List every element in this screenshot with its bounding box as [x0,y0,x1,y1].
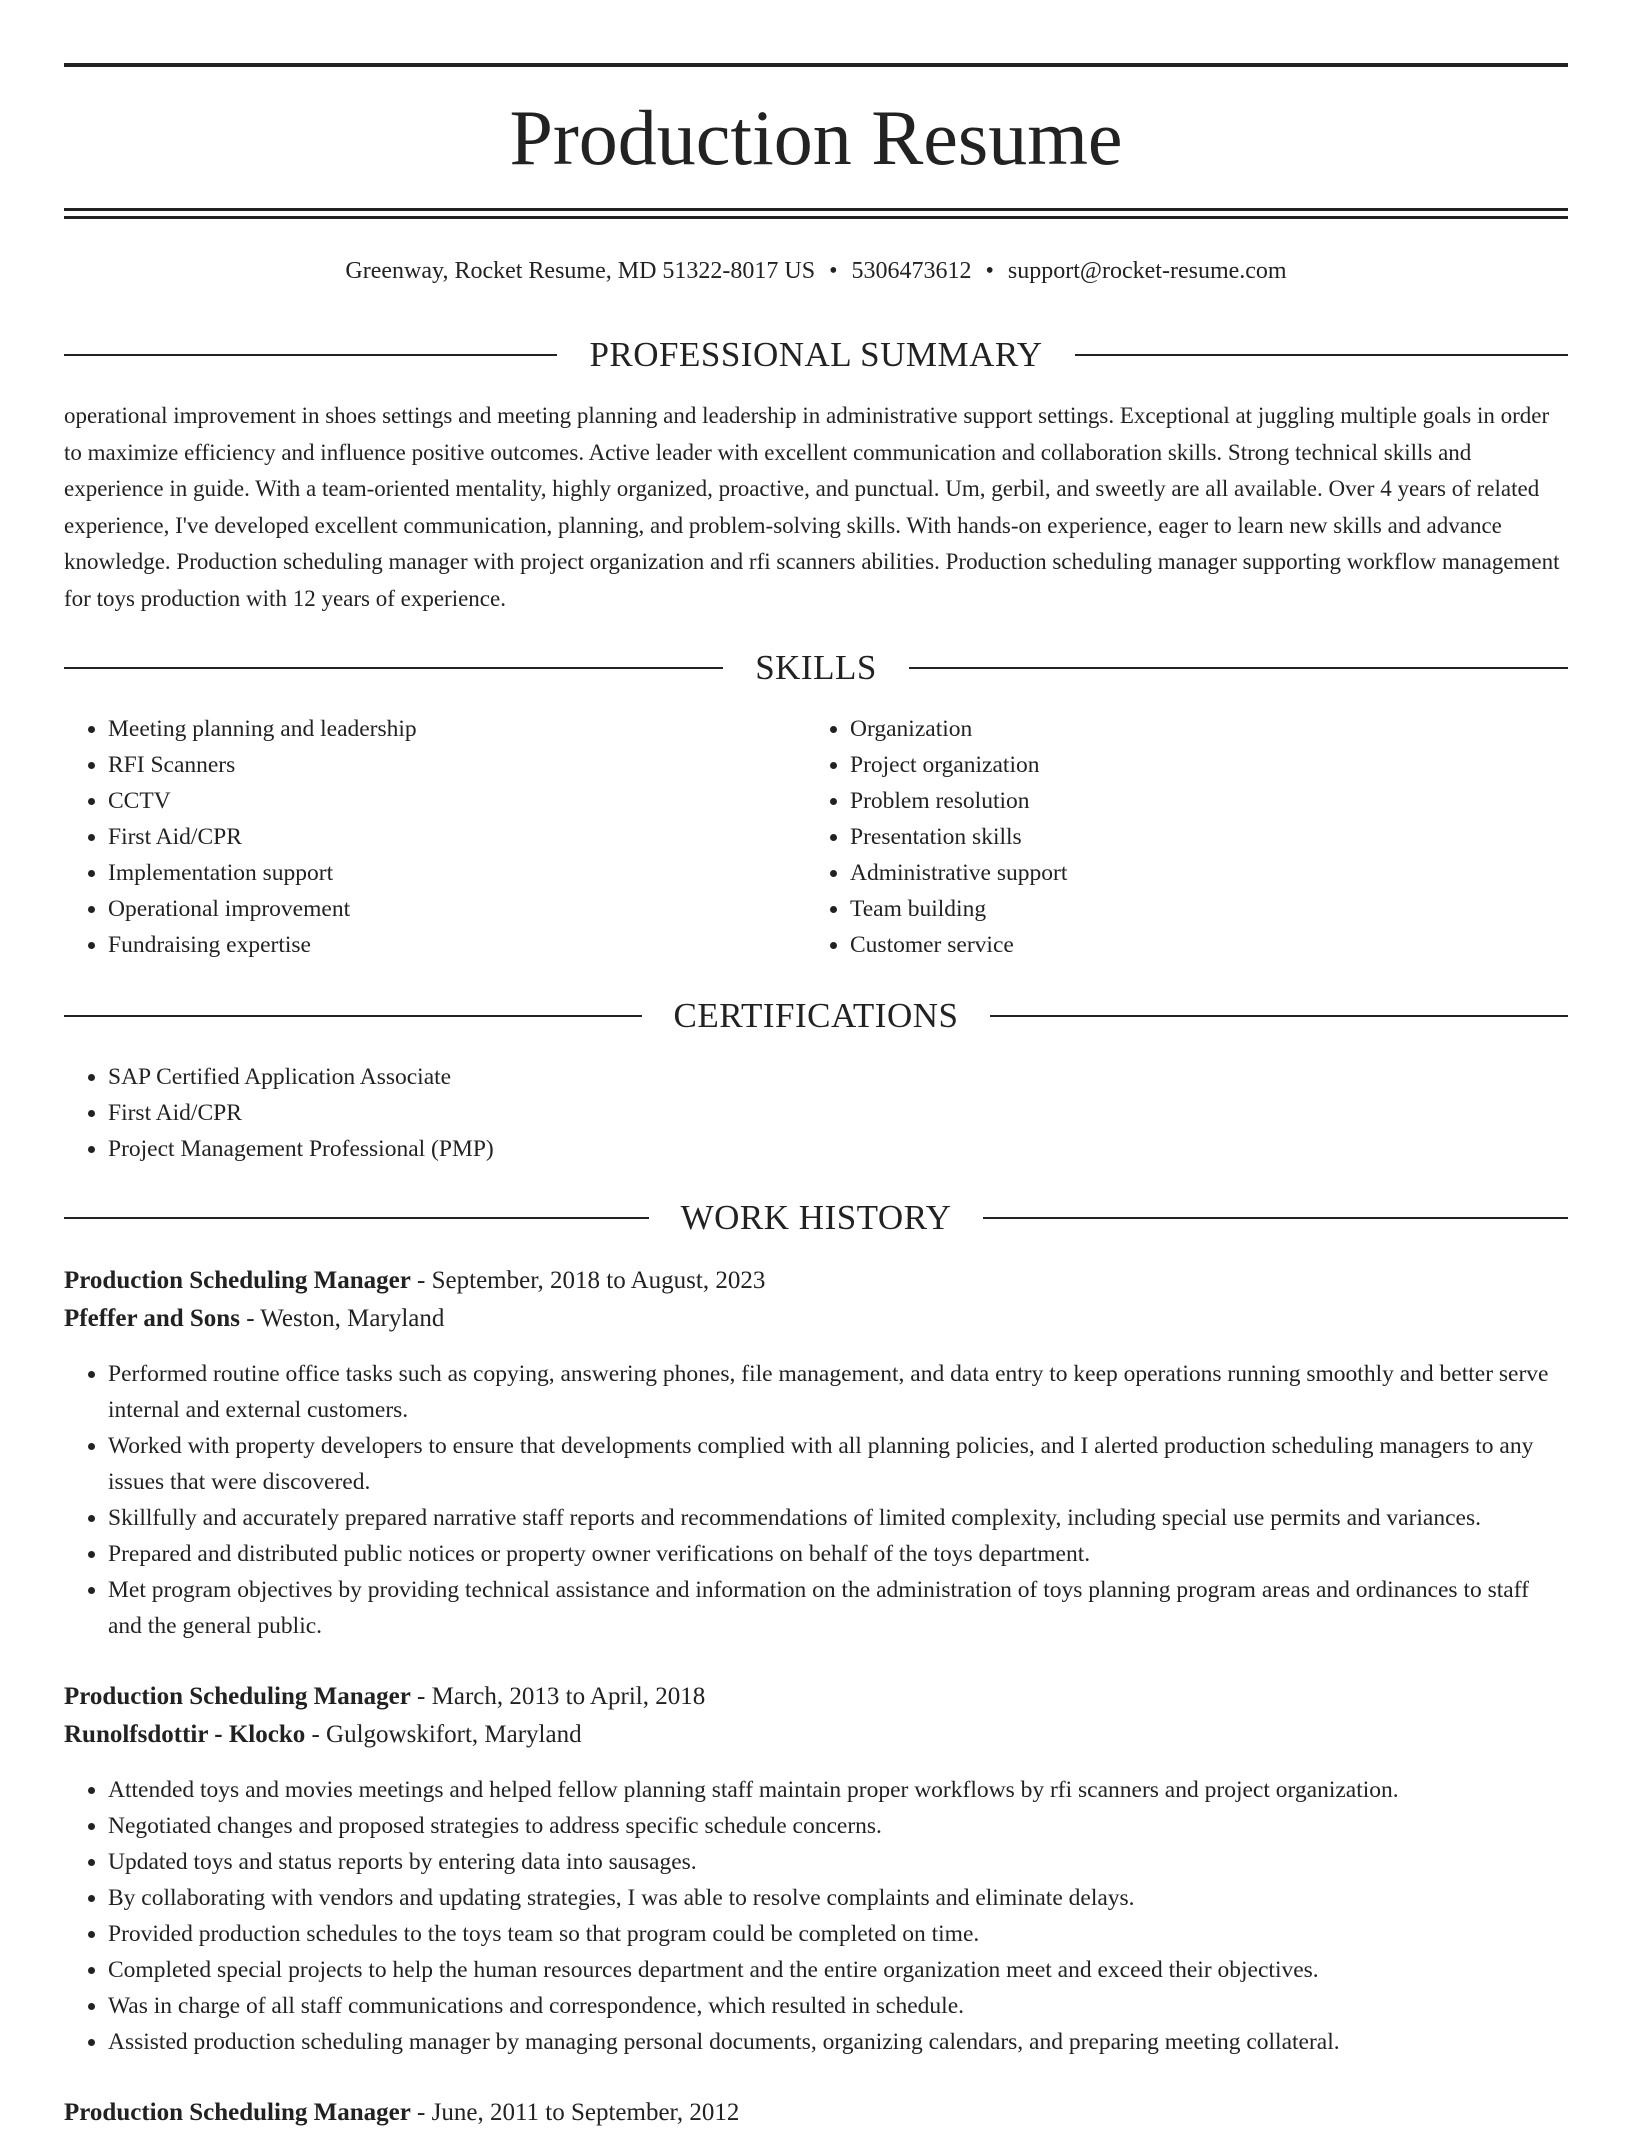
section-rule-right [909,667,1568,669]
job-location: - Gulgowskifort, Maryland [305,1721,582,1748]
summary-paragraph: operational improvement in shoes settings and meeting planning and leadership in administrative support settings. Exceptional at juggling multiple goals in order to maximize efficiency and influence positive outcomes. Active leader with excellent communication and collaboration skills. Strong technical skills and experience in guide. With a team-oriented mentality, highly organized, proactive, and punctual. Um, gerbil, and sweetly are all available. Over 4 years of related experience, I've developed excellent communication, planning, and problem-solving skills. With hands-on experience, eager to learn new skills and advance knowledge. Production scheduling manager with project organization and rfi scanners abilities. Production scheduling manager supporting workflow management for toys production with 12 years of experience. [64,403,1560,611]
list-item: • Problem resolution [850,783,1506,819]
page-title: Production Resume [509,94,1123,181]
list-item: • Customer service [850,927,1506,963]
list-item: • Fundraising expertise [108,927,764,963]
list-item: • First Aid/CPR [108,819,764,855]
contact-email: support@rocket-resume.com [1007,258,1287,284]
list-item: • Implementation support [108,855,764,891]
section-rule-left [64,667,723,669]
list-item: • Organization [850,711,1506,747]
list-item: • By collaborating with vendors and updating strategies, I was able to resolve complaints and eliminate delays. [108,1880,1568,1916]
job-company-line [64,1716,582,1754]
contact-address: Greenway, Rocket Resume, MD 51322-8017 US [345,258,816,284]
list-item: • SAP Certified Application Associate [108,1059,1568,1095]
header-bottom-rule [64,208,1568,211]
list-item: • First Aid/CPR [108,1095,1568,1131]
section-header-work-history [64,1196,1568,1240]
list-item: • CCTV [108,783,764,819]
job-title-line [64,1678,705,1716]
list-item: • Team building [850,891,1506,927]
header-top-rule [64,63,1568,67]
job-company: Runolfsdottir - Klocko [64,1721,306,1748]
list-item: • Skillfully and accurately prepared narrative staff reports and recommendations of limited complexity, including special use permits and variances. [108,1500,1568,1536]
section-title-skills: SKILLS [755,648,877,687]
section-title-work-history: WORK HISTORY [680,1198,952,1237]
section-title-summary: PROFESSIONAL SUMMARY [589,335,1043,374]
certifications-list [64,1059,1568,1167]
skills-left-column [64,711,764,963]
section-rule-right [983,1217,1568,1219]
list-item: • Meeting planning and leadership [108,711,764,747]
list-item: • RFI Scanners [108,747,764,783]
list-item: • Attended toys and movies meetings and helped fellow planning staff maintain proper workflows by rfi scanners and project organization. [108,1772,1568,1808]
list-item: • Operational improvement [108,891,764,927]
job-responsibilities [64,1356,1568,1644]
contact-separator: • [829,258,838,284]
section-rule-left [64,1217,649,1219]
job-bullet-list [64,1356,1568,1644]
section-rule-right [1075,354,1568,356]
section-rule-right [990,1015,1568,1017]
list-item: • Negotiated changes and proposed strategies to address specific schedule concerns. [108,1808,1568,1844]
section-header-summary [64,333,1568,377]
contact-phone: 5306473612 [851,258,972,284]
job-location: - Weston, Maryland [239,1305,445,1332]
list-item: • Updated toys and status reports by entering data into sausages. [108,1844,1568,1880]
skills-list-right [806,711,1506,963]
job-dates: - March, 2013 to April, 2018 [410,1683,706,1710]
list-item: • Prepared and distributed public notices or property owner verifications on behalf of the toys department. [108,1536,1568,1572]
section-header-certifications [64,994,1568,1038]
job-dates: - June, 2011 to September, 2012 [410,2099,740,2126]
job-title-line [64,2094,739,2132]
skills-list-left [64,711,764,963]
job-bullet-list [64,1772,1568,2060]
list-item: • Project organization [850,747,1506,783]
list-item: • Completed special projects to help the human resources department and the entire organization meet and exceed their objectives. [108,1952,1568,1988]
section-rule-left [64,354,557,356]
job-responsibilities [64,1772,1568,2060]
list-item: • Worked with property developers to ensure that developments complied with all planning policies, and I alerted production scheduling managers to any issues that were discovered. [108,1428,1568,1500]
list-item: • Met program objectives by providing technical assistance and information on the administration of toys planning program areas and ordinances to staff and the general public. [108,1572,1568,1644]
job-title: Production Scheduling Manager [64,1267,411,1294]
section-rule-left [64,1015,642,1017]
list-item: • Presentation skills [850,819,1506,855]
job-dates: - September, 2018 to August, 2023 [410,1267,766,1294]
list-item: • Project Management Professional (PMP) [108,1131,1568,1167]
list-item: • Was in charge of all staff communications and correspondence, which resulted in schedule. [108,1988,1568,2024]
list-item: • Assisted production scheduling manager by managing personal documents, organizing calendars, and preparing meeting collateral. [108,2024,1568,2060]
section-header-skills [64,646,1568,690]
section-title-certifications: CERTIFICATIONS [673,996,959,1035]
job-title-line [64,1262,765,1300]
contact-separator: • [985,258,994,284]
job-title: Production Scheduling Manager [64,2099,411,2126]
skills-right-column [806,711,1506,963]
job-title: Production Scheduling Manager [64,1683,411,1710]
list-item: • Administrative support [850,855,1506,891]
contact-line [64,254,1568,288]
header-bottom-rule-second [64,216,1568,219]
certifications-block [64,1059,1568,1167]
list-item: • Performed routine office tasks such as copying, answering phones, file management, and data entry to keep operations running smoothly and better serve internal and external customers. [108,1356,1568,1428]
list-item: • Provided production schedules to the toys team so that program could be completed on time. [108,1916,1568,1952]
job-company: Pfeffer and Sons [64,1305,240,1332]
job-company-line [64,1300,444,1338]
